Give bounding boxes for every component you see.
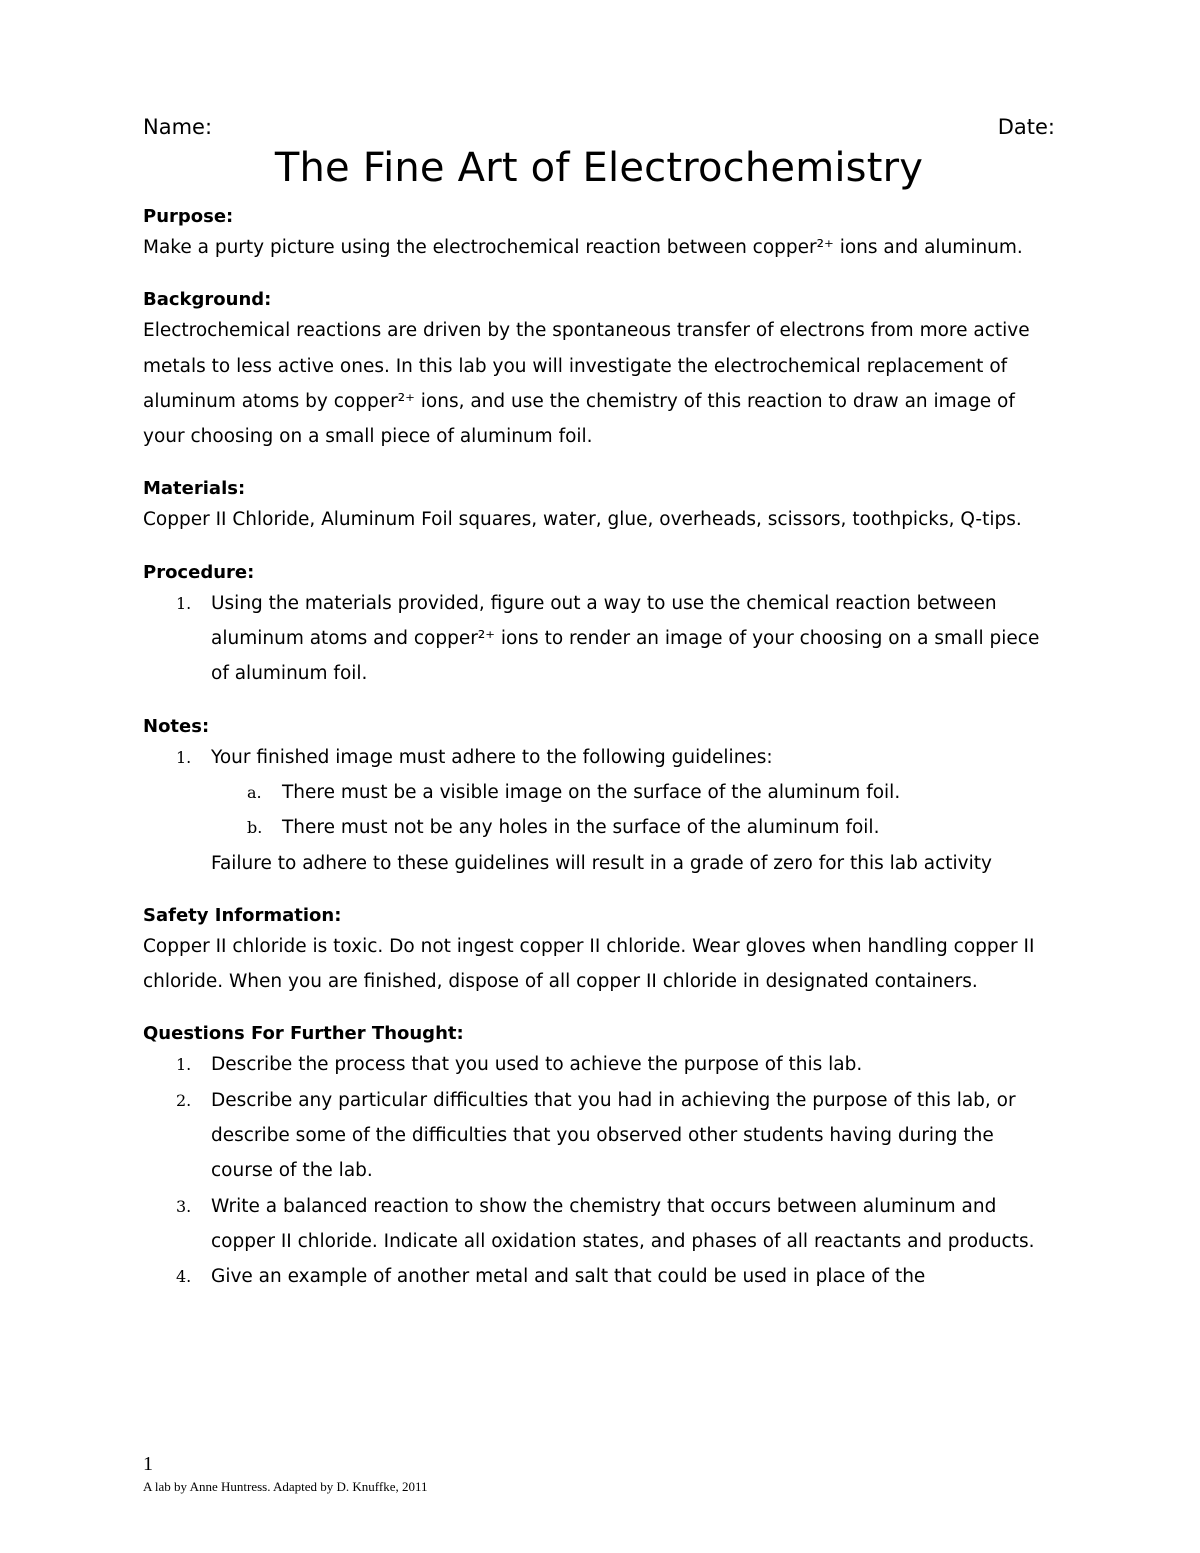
notes-section (143, 714, 1055, 881)
question-item-marker: 1. (176, 1055, 192, 1075)
name-label: Name: (143, 115, 213, 139)
procedure-section (143, 560, 1055, 692)
footer-credit: A lab by Anne Huntress. Adapted by D. Knuffke, 2011 (143, 1479, 428, 1494)
safety-section (143, 903, 1055, 1000)
document-title: The Fine Art of Electrochemistry (274, 145, 924, 191)
page-footer (143, 1452, 428, 1496)
materials-text: Copper II Chloride, Aluminum Foil squares, water, glue, overheads, scissors, toothpicks, Q-tips. (143, 509, 1022, 531)
procedure-heading: Procedure: (143, 561, 255, 583)
question-item-text: Describe any particular difficulties that you had in achieving the purpose of this lab, or describe some of the difficulties that you observed other students having during the course of the lab. (211, 1089, 1016, 1182)
notes-item-text: Your finished image must adhere to the following guidelines: (211, 746, 773, 768)
notes-item (143, 740, 1055, 775)
date-label: Date: (997, 115, 1055, 139)
question-item-marker: 4. (176, 1267, 192, 1287)
procedure-item-text: Using the materials provided, figure out a way to use the chemical reaction between aluminum atoms and copper²⁺ ions to render an image of your choosing on a small piece of aluminum foil. (211, 592, 1040, 685)
question-item-text: Write a balanced reaction to show the chemistry that occurs between aluminum and copper II chloride. Indicate all oxidation states, and phases of all reactants and products. (211, 1195, 1035, 1252)
notes-subitem-text: There must not be any holes in the surface of the aluminum foil. (282, 817, 880, 839)
page-number: 1 (143, 1453, 153, 1475)
materials-section (143, 476, 1055, 537)
purpose-section (143, 204, 1055, 265)
question-item-marker: 2. (176, 1090, 192, 1110)
materials-heading: Materials: (143, 478, 246, 500)
safety-heading: Safety Information: (143, 904, 342, 926)
notes-subitem-marker: b. (247, 818, 263, 838)
notes-item-marker: 1. (176, 747, 192, 767)
question-item (143, 1083, 1055, 1189)
notes-heading: Notes: (143, 715, 210, 737)
questions-section (143, 1021, 1055, 1294)
procedure-item-marker: 1. (176, 593, 192, 613)
question-item (143, 1259, 1055, 1294)
safety-text: Copper II chloride is toxic. Do not ingest copper II chloride. Wear gloves when handling copper II chloride. When you are finished, dispose of all copper II chloride in designated containers. (143, 935, 1035, 993)
notes-subitem (143, 810, 1055, 845)
background-heading: Background: (143, 289, 272, 311)
document-page (143, 112, 1055, 1295)
background-section (143, 287, 1055, 454)
purpose-heading: Purpose: (143, 206, 234, 227)
header-row (143, 112, 1055, 142)
question-item-text: Give an example of another metal and salt that could be used in place of the (211, 1266, 926, 1288)
question-item (143, 1189, 1055, 1260)
notes-subitem (143, 775, 1055, 810)
failure-note: Failure to adhere to these guidelines will result in a grade of zero for this lab activity (211, 852, 992, 874)
notes-subitem-text: There must be a visible image on the surface of the aluminum foil. (282, 781, 901, 803)
purpose-text: Make a purty picture using the electrochemical reaction between copper²⁺ ions and aluminum. (143, 237, 1023, 258)
question-item-marker: 3. (176, 1196, 192, 1216)
background-text: Electrochemical reactions are driven by the spontaneous transfer of electrons from more active metals to less active ones. In this lab you will investigate the electrochemical replacement of aluminum atoms by copper²⁺ ions, and use the chemistry of this reaction to draw an image of your choosing on a small piece of aluminum foil. (143, 320, 1030, 448)
questions-heading: Questions For Further Thought: (143, 1023, 464, 1045)
question-item-text: Describe the process that you used to achieve the purpose of this lab. (211, 1054, 863, 1076)
question-item (143, 1047, 1055, 1082)
procedure-item (143, 586, 1055, 692)
notes-subitem-marker: a. (247, 782, 262, 802)
